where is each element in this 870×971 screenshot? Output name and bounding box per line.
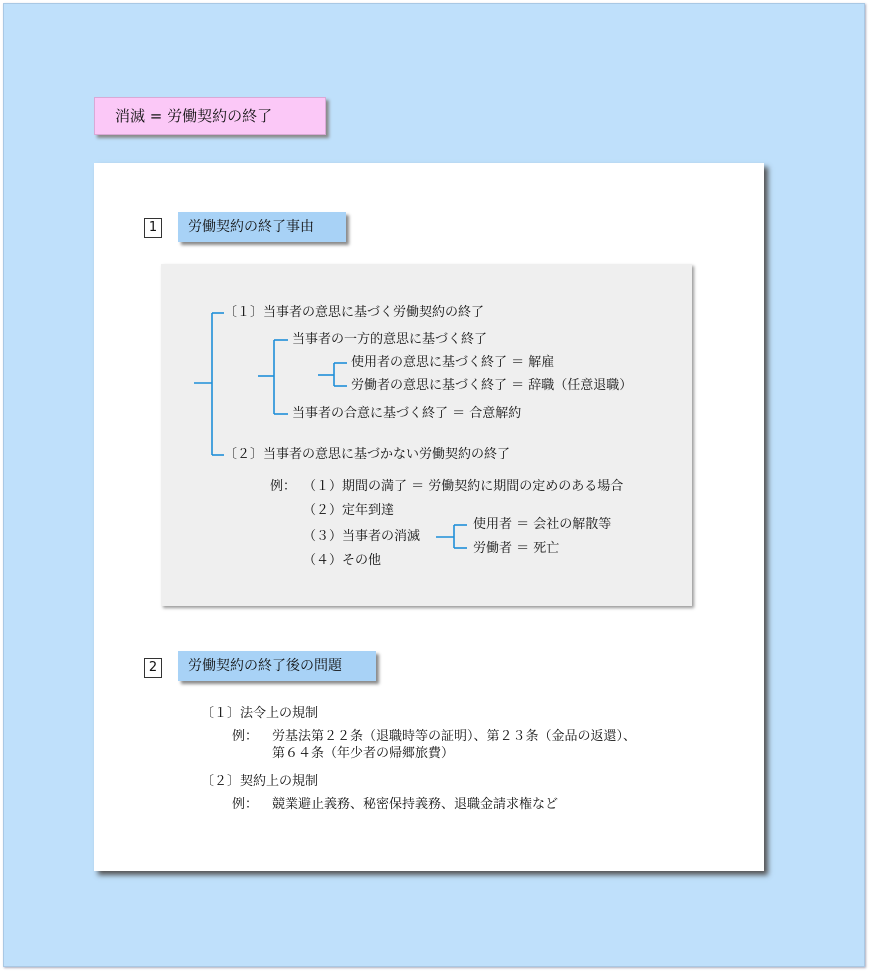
dismissal: 使用者の意思に基づく終了 ＝ 解雇: [351, 355, 555, 370]
contractual-regulation: 〔２〕契約上の規制: [201, 774, 319, 789]
statutory-example-line2: 第６４条（年少者の帰郷旅費）: [272, 746, 455, 761]
example-retirement-age: （２）定年到達: [303, 503, 395, 518]
resignation: 労働者の意思に基づく終了 ＝ 辞職（任意退職）: [351, 378, 633, 393]
page-title: 消滅 = 労働契約の終了: [94, 97, 326, 135]
section1-title: 労働契約の終了事由: [178, 212, 346, 242]
example-other: （４）その他: [303, 553, 382, 568]
example-label-1: 例：: [232, 729, 259, 744]
statutory-example-line1: 労基法第２２条（退職時等の証明）、第２３条（金品の返還）、: [272, 729, 637, 744]
section2-title: 労働契約の終了後の問題: [178, 651, 376, 681]
example-label-2: 例：: [232, 797, 259, 812]
example-party-extinction: （３）当事者の消滅: [303, 529, 421, 544]
example-expiration: （１）期間の満了 ＝ 労働契約に期間の定めのある場合: [303, 479, 624, 494]
mutual-termination: 当事者の合意に基づく終了 ＝ 合意解約: [292, 406, 522, 421]
section2-number: 2: [144, 658, 162, 678]
unilateral-termination: 当事者の一方的意思に基づく終了: [292, 332, 488, 347]
employer-dissolution: 使用者 ＝ 会社の解散等: [473, 517, 612, 532]
example-label: 例：: [270, 479, 297, 494]
termination-without-intent: 〔２〕当事者の意思に基づかない労働契約の終了: [224, 447, 511, 462]
termination-by-intent: 〔１〕当事者の意思に基づく労働契約の終了: [224, 305, 485, 320]
statutory-regulation: 〔１〕法令上の規制: [201, 706, 319, 721]
worker-death: 労働者 ＝ 死亡: [473, 541, 560, 556]
contractual-example: 競業避止義務、秘密保持義務、退職金請求権など: [272, 797, 559, 812]
section1-number: 1: [144, 218, 162, 238]
